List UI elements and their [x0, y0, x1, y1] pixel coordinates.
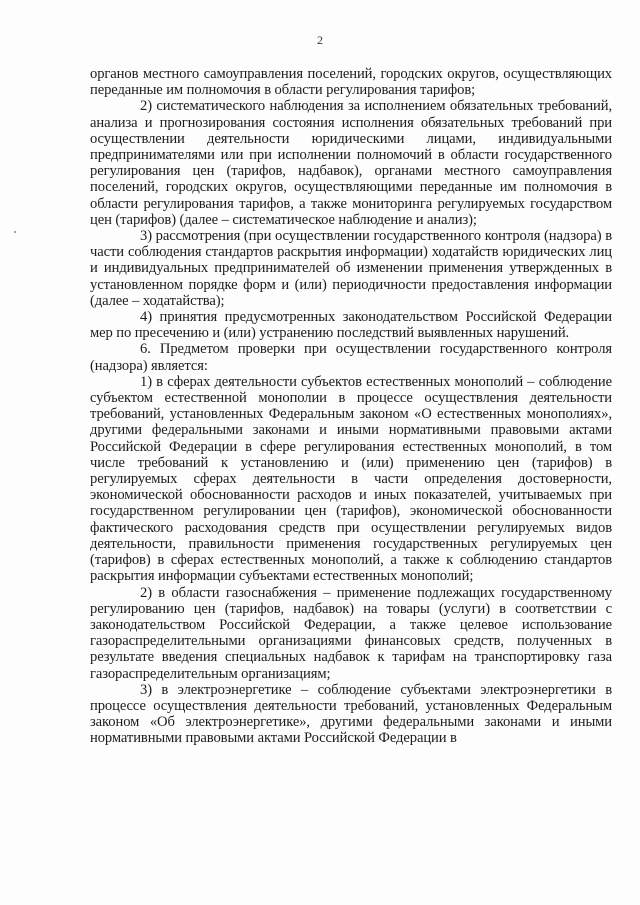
paragraph-item-2-systematic-observation: 2) систематического наблюдения за исполнением обязательных требований, анализа и прогнозирования состояния исполнения обязательных требований при осуществлении деятельности юридическими лицами, индивидуальными предпринимателями или при исполнении полномочий в области государственного регулирования цен (тарифов, надбавок), органами местного самоуправления поселений, городских округов, осуществляющими переданные им полномочия в области регулирования тарифов, а также мониторинга регулируемых государством цен (тарифов) (далее – систематическое наблюдение и анализ); [90, 98, 612, 228]
page-number: 2 [317, 33, 323, 47]
scan-speck [14, 231, 16, 233]
paragraph-continuation: органов местного самоуправления поселений, городских округов, осуществляющих переданные им полномочия в области регулирования тарифов; [90, 66, 612, 99]
paragraph-section-6-subject: 6. Предметом проверки при осуществлении государственного контроля (надзора) является: [90, 341, 612, 374]
paragraph-item-3-electric-power: 3) в электроэнергетике – соблюдение субъектами электроэнергетики в процессе осуществления деятельности требований, установленных Федеральным законом «Об электроэнергетике», другими федеральными законами и иными нормативными правовыми актами Российской Федерации в [90, 681, 612, 747]
paragraph-item-4-measures: 4) принятия предусмотренных законодательством Российской Федерации мер по пресечению и (или) устранению последствий выявленных нарушений. [90, 309, 612, 342]
paragraph-item-1-natural-monopolies: 1) в сферах деятельности субъектов естественных монополий – соблюдение субъектом естественной монополии в процессе осуществления деятельности требований, установленных Федеральным законом «О естественных монополиях», другими федеральными законами и иными нормативными правовыми актами Российской Федерации в сфере регулирования естественных монополий, в том числе требований к установлению и (или) применению цен (тарифов) в регулируемых сферах деятельности в части определения достоверности, экономической обоснованности расходов и иных показателей, учитываемых при государственном регулировании цен (тарифов), экономической обоснованности фактического расходования средств при осуществлении регулируемых видов деятельности, правильности применения государственных регулируемых цен (тарифов) в сферах естественных монополий, а также к соблюдению стандартов раскрытия информации субъектами естественных монополий; [90, 373, 612, 585]
document-body [90, 66, 612, 747]
paragraph-item-3-petitions: 3) рассмотрения (при осуществлении государственного контроля (надзора) в части соблюдения стандартов раскрытия информации) ходатайств юридических лиц и индивидуальных предпринимателей об изменении применения утвержденных в установленном порядке форм и (или) периодичности предоставления информации (далее – ходатайства); [90, 228, 612, 309]
paragraph-item-2-gas-supply: 2) в области газоснабжения – применение подлежащих государственному регулированию цен (тарифов, надбавок) на товары (услуги) в соответствии с законодательством Российской Федерации, а также целевое использование газораспределительными организациями финансовых средств, полученных в результате введения специальных надбавок к тарифам на транспортировку газа газораспределительным организациям; [90, 584, 612, 682]
